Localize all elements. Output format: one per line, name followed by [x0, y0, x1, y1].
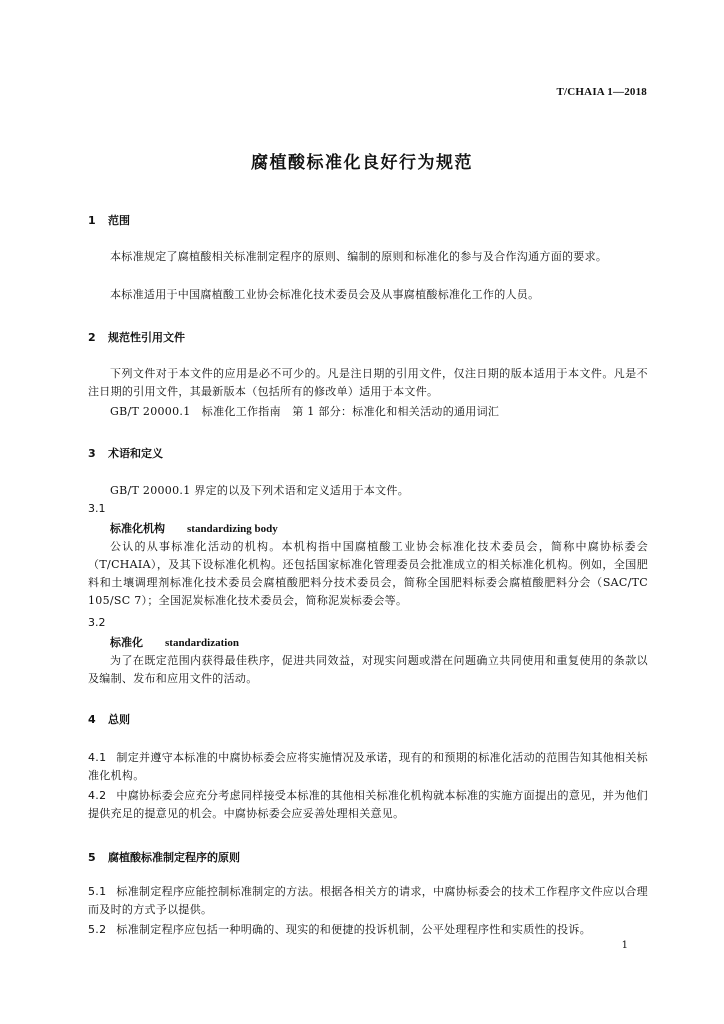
section-2-heading [88, 329, 185, 345]
section-number: 3 [88, 447, 96, 460]
term-3-2-definition: 为了在既定范围内获得最佳秩序，促进共同效益，对现实问题或潜在问题确立共同使用和重复使用的条款以及编制、发布和应用文件的活动。 [88, 654, 648, 685]
section-title: 规范性引用文件 [108, 331, 185, 344]
section-title: 腐植酸标准制定程序的原则 [108, 851, 240, 864]
clause-number: 5.1 [88, 885, 107, 898]
section-number: 5 [88, 851, 96, 864]
term-3-1-definition: 公认的从事标准化活动的机构。本机构指中国腐植酸工业协会标准化技术委员会，简称中腐协标委会（T/CHAIA），及其下设标准化机构。还包括国家标准化管理委员会批准成立的相关标准化机构。例如，全国肥料和土壤调理剂标准化技术委员会腐植酸肥料分技术委员会，简称全国肥料标委会腐植酸肥料分会（SAC/TC 105/SC 7）；全国泥炭标准化技术委员会，简称泥炭标委会等。 [88, 540, 648, 607]
section-3-heading [88, 445, 163, 461]
term-3-2-number: 3.2 [88, 616, 106, 629]
page-number: 1 [621, 940, 628, 951]
clause-5-2 [88, 921, 648, 939]
term-en: standardizing body [187, 523, 278, 535]
clause-text: 中腐协标委会应充分考虑同样接受本标准的其他相关标准化机构就本标准的实施方面提出的意见，并为他们提供充足的提意见的机会。中腐协标委会应妥善处理相关意见。 [88, 789, 648, 820]
section-number: 4 [88, 713, 96, 726]
section-2-paragraph-1: 下列文件对于本文件的应用是必不可少的。凡是注日期的引用文件，仅注日期的版本适用于本文件。凡是不注日期的引用文件，其最新版本（包括所有的修改单）适用于本文件。 [88, 367, 648, 398]
document-code: T/CHAIA 1—2018 [556, 86, 647, 98]
term-3-1-number: 3.1 [88, 502, 106, 515]
term-3-2-title [110, 634, 239, 650]
section-title: 术语和定义 [108, 447, 163, 460]
clause-number: 5.2 [88, 923, 107, 936]
clause-4-2 [88, 787, 648, 823]
section-title: 总则 [108, 713, 130, 726]
section-3-paragraph-1: GB/T 20000.1 界定的以及下列术语和定义适用于本文件。 [110, 484, 409, 497]
clause-text: 制定并遵守本标准的中腐协标委会应将实施情况及承诺，现有的和预期的标准化活动的范围告知其他相关标准化机构。 [88, 751, 648, 782]
section-title: 范围 [108, 214, 130, 227]
clause-text: 标准制定程序应能控制标准制定的方法。根据各相关方的请求，中腐协标委会的技术工作程序文件应以合理而及时的方式予以提供。 [88, 885, 648, 916]
term-en: standardization [165, 637, 239, 649]
clause-text: 标准制定程序应包括一种明确的、现实的和便捷的投诉机制，公平处理程序性和实质性的投诉。 [116, 923, 592, 936]
term-cn: 标准化 [110, 636, 143, 649]
clause-number: 4.2 [88, 789, 107, 802]
clause-number: 4.1 [88, 751, 107, 764]
term-3-1-title [110, 520, 278, 536]
section-5-heading [88, 849, 240, 865]
document-title: 腐植酸标准化良好行为规范 [251, 153, 473, 173]
section-1-paragraph-2: 本标准适用于中国腐植酸工业协会标准化技术委员会及从事腐植酸标准化工作的人员。 [110, 288, 540, 301]
section-4-heading [88, 711, 130, 727]
section-number: 2 [88, 331, 96, 344]
section-1-heading [88, 212, 130, 228]
section-2-reference: GB/T 20000.1 标准化工作指南 第 1 部分：标准化和相关活动的通用词汇 [110, 405, 500, 418]
section-number: 1 [88, 214, 96, 227]
section-1-paragraph-1: 本标准规定了腐植酸相关标准制定程序的原则、编制的原则和标准化的参与及合作沟通方面的要求。 [110, 250, 608, 263]
clause-4-1 [88, 749, 648, 785]
term-cn: 标准化机构 [110, 522, 165, 535]
clause-5-1 [88, 883, 648, 919]
